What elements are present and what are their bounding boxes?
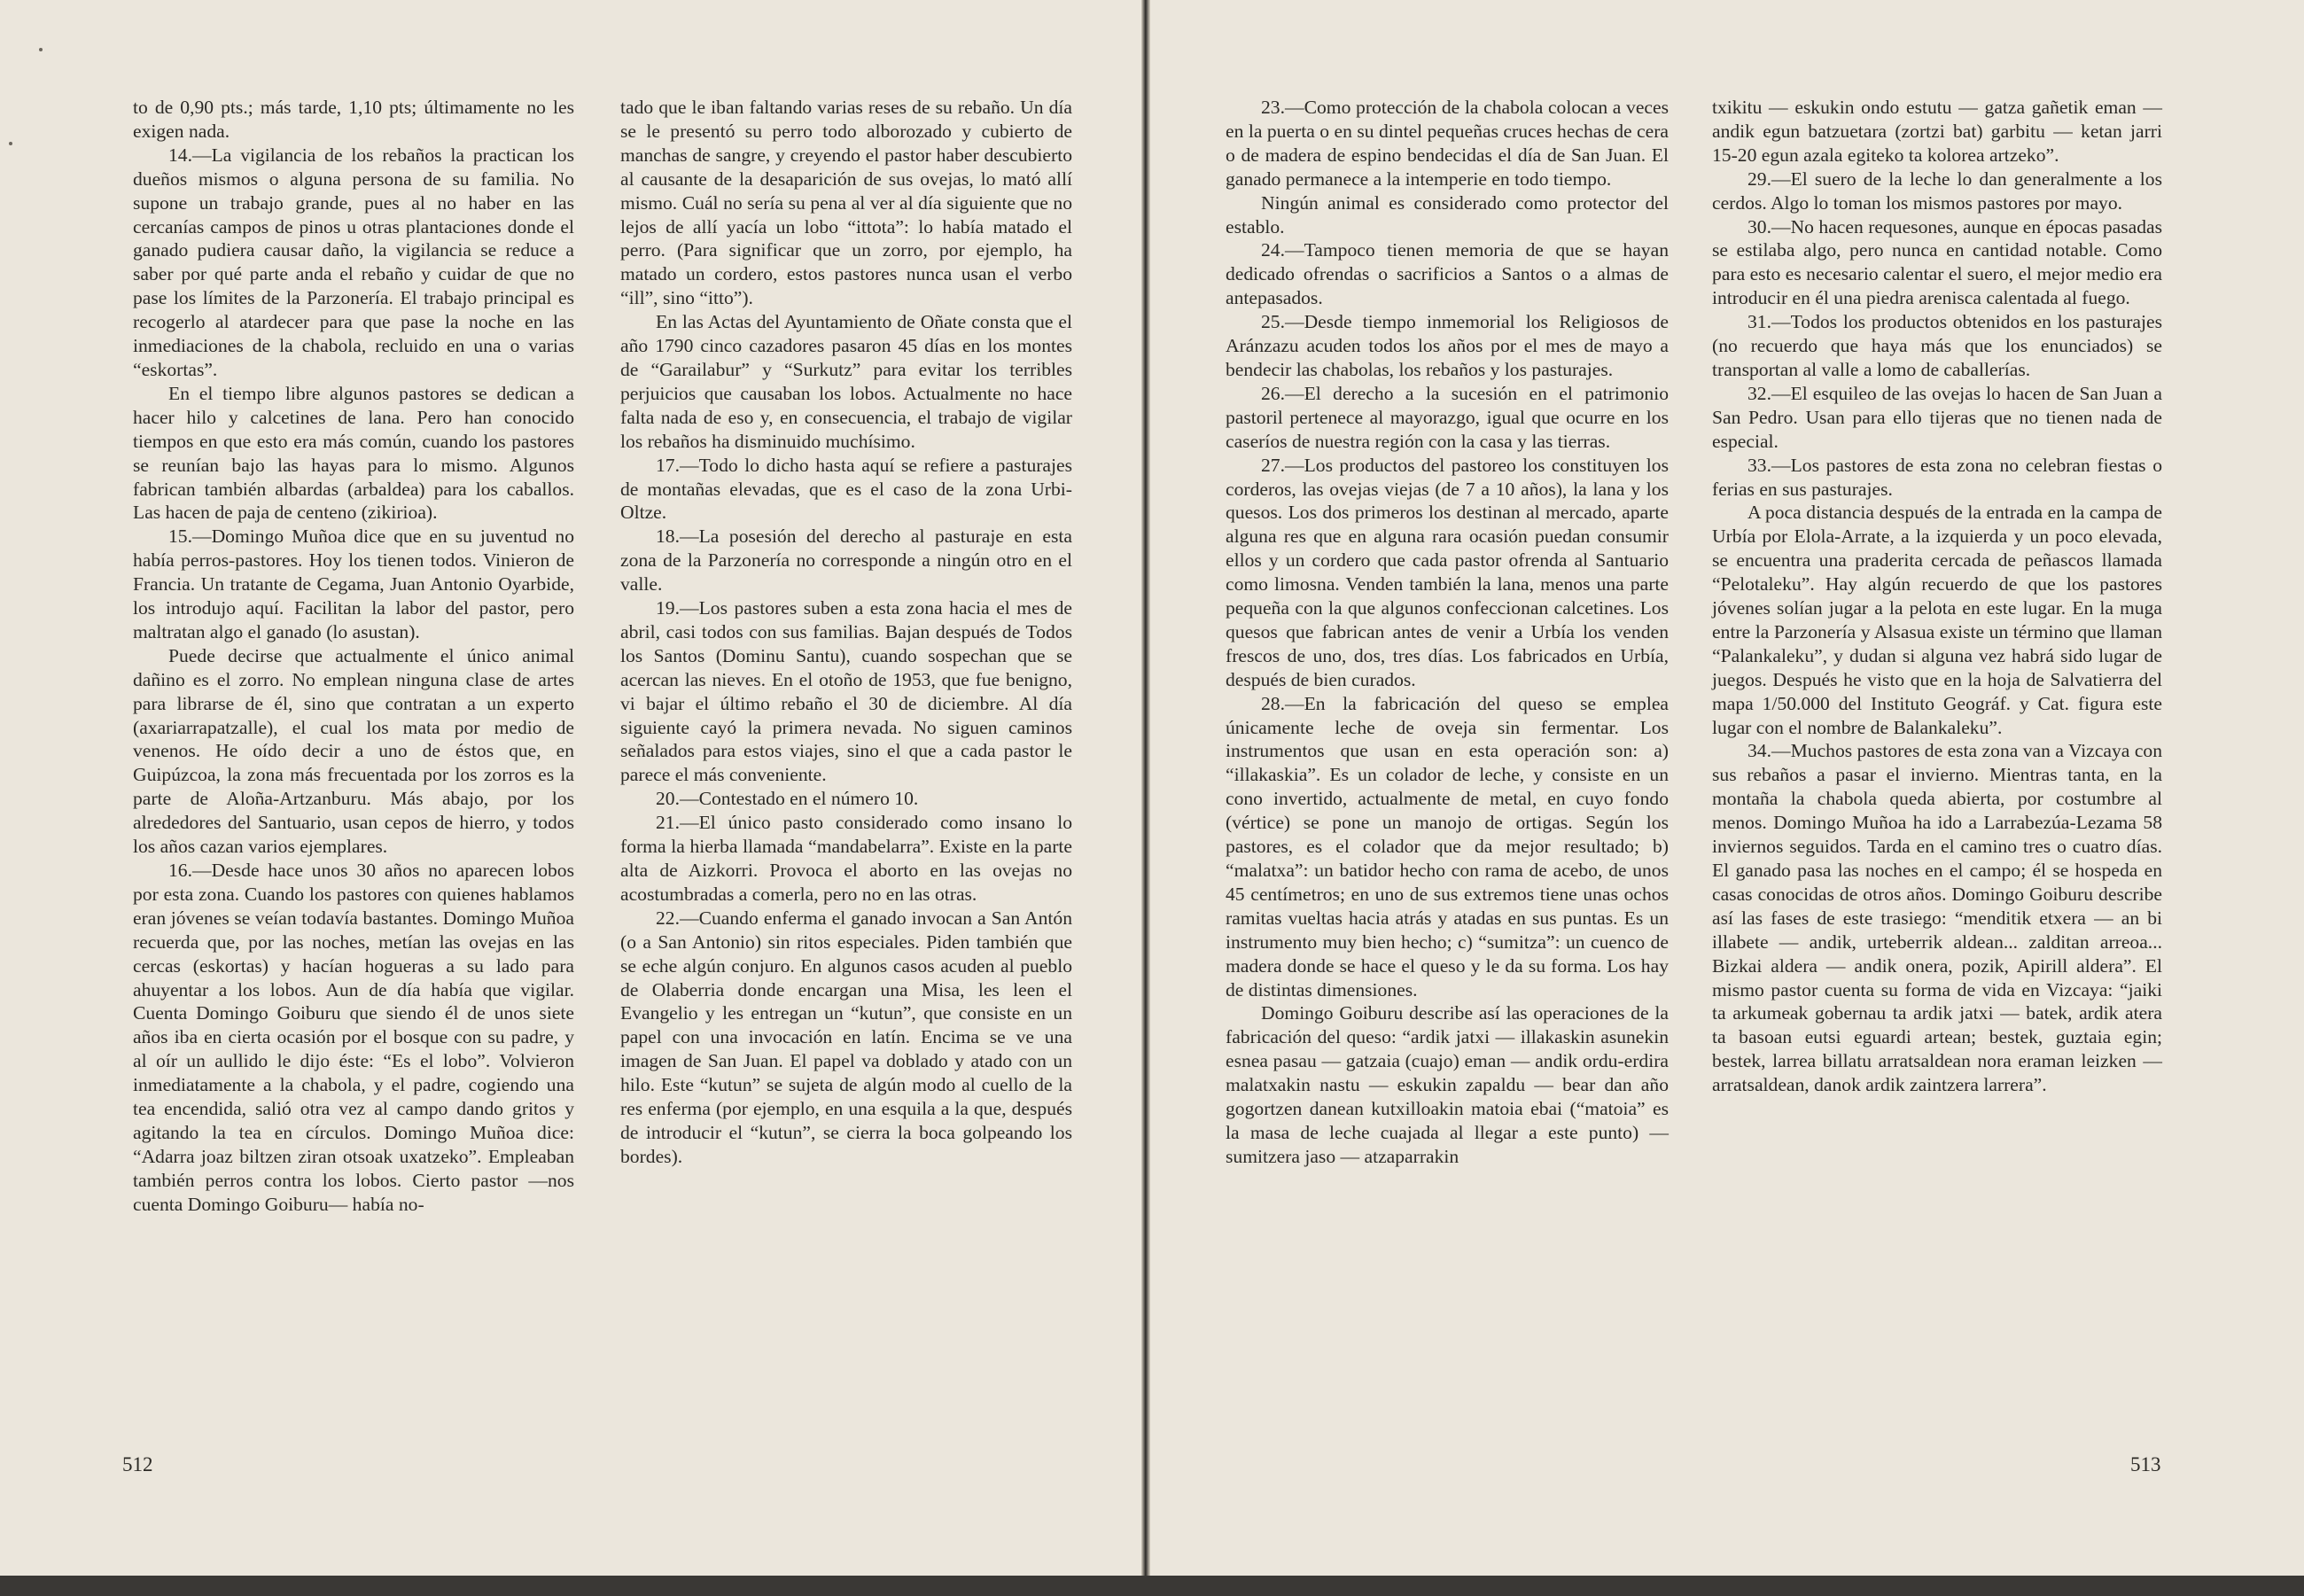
paragraph: tado que le iban faltando varias reses de su rebaño. Un día se le presentó su perro todo alborozado y cubierto de manchas de sangre, y creyendo el pastor haber descubierto al causante de la desaparición de sus ovejas, lo mató allí mismo. Cuál no sería su pena al ver al día siguiente que no lejos de allí yacía un lobo “ittota”: lo había matado el perro. (Para significar que un zorro, por ejemplo, ha matado un cordero, estos pastores nunca usan el verbo “ill”, sino “itto”). bbox=[620, 97, 1072, 309]
left-column-2 bbox=[620, 96, 1072, 1169]
right-column-2 bbox=[1712, 96, 2162, 1097]
paragraph: 20.—Contestado en el número 10. bbox=[656, 788, 919, 810]
paragraph: 30.—No hacen requesones, aunque en épocas pasadas se estilaba algo, pero nunca en cantidad notable. Como para esto es necesario calentar el suero, el mejor medio era introducir en él una piedra arenisca calentada al fuego. bbox=[1712, 215, 2162, 309]
paragraph: 14.—La vigilancia de los rebaños la practican los dueños mismos o alguna persona de su familia. No supone un trabajo grande, pues al no haber en las cercanías campos de pinos u otras plantaciones donde el ganado pudiera causar daño, la vigilancia se reduce a saber por qué parte anda el rebaño y cuidar de que no pase los límites de la Parzonería. El trabajo principal es recogerlo al atardecer para que pase la noche en las inmediaciones de la chabola, recluido en una o varias “eskortas”. bbox=[133, 144, 574, 380]
paragraph: A poca distancia después de la entrada en la campa de Urbía por Elola-Arrate, a la izquierda y un poco elevada, se encuentra una praderita cercada de peñascos llamada “Pelotaleku”. Hay algún recuerdo de que los pastores jóvenes solían jugar a la pelota en este lugar. En la muga entre la Parzonería y Alsasua existe un término que llaman “Palankaleku”, y dudan si alguna vez habrá sido lugar de juegos. Después he visto que en la hoja de Salvatierra del mapa 1/50.000 del Instituto Geográf. y Cat. figura este lugar con el nombre de Balankaleku”. bbox=[1712, 502, 2162, 738]
paragraph: 24.—Tampoco tienen memoria de que se hayan dedicado ofrendas o sacrificios a Santos o a almas de antepasados. bbox=[1226, 239, 1669, 309]
paragraph: 31.—Todos los productos obtenidos en los pasturajes (no recuerdo que haya más que los enunciados) se transportan al valle a lomo de caballerías. bbox=[1712, 311, 2162, 380]
paragraph: Puede decirse que actualmente el único animal dañino es el zorro. No emplean ninguna clase de artes para librarse de él, sino que contratan a un experto (axariarrapatzalle), el cual los mata por medio de venenos. He oído decir a uno de éstos que, en Guipúzcoa, la zona más frecuentada por los zorros es la parte de Aloña-Artzanburu. Más abajo, por los alrededores del Santuario, usan cepos de hierro, y todos los años cazan varios ejemplares. bbox=[133, 644, 574, 858]
left-column-1 bbox=[133, 96, 574, 1217]
paragraph: Domingo Goiburu describe así las operaciones de la fabricación del queso: “ardik jatxi — illakaskin asunekin esnea pasau — gatzaia (cuajo) eman — andik ordu-erdira malatxakin nastu — eskukin zapaldu — bear dan año gogortzen danean kutxilloakin matoia ebai (“matoia” es la masa de leche cuajada al llegar a este punto) — sumitzera jaso — atzaparrakin bbox=[1226, 1002, 1669, 1167]
speck-mark bbox=[39, 48, 43, 51]
paragraph: 33.—Los pastores de esta zona no celebran fiestas o ferias en sus pasturajes. bbox=[1712, 454, 2162, 500]
paragraph: 18.—La posesión del derecho al pasturaje en esta zona de la Parzonería no corresponde a ningún otro en el valle. bbox=[620, 526, 1072, 596]
right-page bbox=[1148, 0, 2304, 1596]
paragraph: 25.—Desde tiempo inmemorial los Religiosos de Aránzazu acuden todos los años por el mes de mayo a bendecir las chabolas, los rebaños y los pasturajes. bbox=[1226, 311, 1669, 380]
paragraph: Ningún animal es considerado como protector del establo. bbox=[1226, 191, 1669, 237]
page-number-left: 512 bbox=[122, 1453, 153, 1475]
paragraph: 17.—Todo lo dicho hasta aquí se refiere a pasturajes de montañas elevadas, que es el caso de la zona Urbi-Oltze. bbox=[620, 454, 1072, 524]
page-bottom-edge bbox=[0, 1576, 2304, 1596]
paragraph: 15.—Domingo Muñoa dice que en su juventud no había perros-pastores. Hoy los tienen todos. Vinieron de Francia. Un tratante de Cegama, Juan Antonio Oyarbide, los introdujo aquí. Facilitan la labor del pastor, pero maltratan algo el ganado (lo asustan). bbox=[133, 526, 574, 642]
paragraph: 27.—Los productos del pastoreo los constituyen los corderos, las ovejas viejas (de 7 a 10 años), la lana y los quesos. Los dos primeros los destinan al mercado, aparte alguna res que en alguna rara ocasión puedan consumir ellos y un cordero que cada pastor ofrenda al Santuario como limosna. Venden también la lana, menos una parte pequeña con la que algunos confeccionan calcetines. Los quesos que fabrican antes de venir a Urbía los venden frescos de uno, dos, tres días. Los fabricados en Urbía, después de bien curados. bbox=[1226, 454, 1669, 690]
paragraph: En el tiempo libre algunos pastores se dedican a hacer hilo y calcetines de lana. Pero han conocido tiempos en que esto era más común, cuando los pastores se reunían bajo las hayas para lo mismo. Algunos fabrican también albardas (arbaldea) para los caballos. Las hacen de paja de centeno (zikirioa). bbox=[133, 382, 574, 524]
paragraph: 21.—El único pasto considerado como insano lo forma la hierba llamada “mandabelarra”. Existe en la parte alta de Aizkorri. Provoca el aborto en las ovejas no acostumbradas a comerla, pero no en las otras. bbox=[620, 812, 1072, 905]
paragraph: En las Actas del Ayuntamiento de Oñate consta que el año 1790 cinco cazadores pasaron 45 días en los montes de “Garailabur” y “Surkutz” para evitar los terribles perjuicios que causaban los lobos. Actualmente no hace falta nada de eso y, en consecuencia, el trabajo de vigilar los rebaños ha disminuido muchísimo. bbox=[620, 311, 1072, 452]
paragraph: to de 0,90 pts.; más tarde, 1,10 pts; últimamente no les exigen nada. bbox=[133, 97, 574, 142]
paragraph: 16.—Desde hace unos 30 años no aparecen lobos por esta zona. Cuando los pastores con quienes hablamos eran jóvenes se veían todavía bastantes. Domingo Muñoa recuerda que, por las noches, metían las ovejas en las cercas (eskortas) y hacían hogueras a su lado para ahuyentar a los lobos. Aun de día había que vigilar. Cuenta Domingo Goiburu que siendo él de unos siete años iba en cierta ocasión por el bosque con su padre, y al oír un aullido le dijo éste: “Es el lobo”. Volvieron inmediatamente a la chabola, y el padre, cogiendo una tea encendida, salió otra vez al campo dando gritos y agitando la tea en círculos. Domingo Muñoa dice: “Adarra joaz biltzen ziran otsoak uxatzeko”. Empleaban también perros contra los lobos. Cierto pastor —nos cuenta Domingo Goiburu— había no- bbox=[133, 860, 574, 1215]
book-gutter bbox=[1141, 0, 1150, 1596]
right-column-1 bbox=[1226, 96, 1669, 1169]
speck-mark bbox=[9, 142, 12, 145]
left-page bbox=[0, 0, 1143, 1596]
page-number-right: 513 bbox=[2130, 1453, 2161, 1475]
paragraph: 23.—Como protección de la chabola colocan a veces en la puerta o en su dintel pequeñas cruces hechas de cera o de madera de espino bendecidas el día de San Juan. El ganado permanece a la intemperie en todo tiempo. bbox=[1226, 97, 1669, 190]
paragraph: 22.—Cuando enferma el ganado invocan a San Antón (o a San Antonio) sin ritos especiales. Piden también que se eche algún conjuro. En algunos casos acuden al pueblo de Olaberria donde encargan una Misa, les leen el Evangelio y les entregan un “kutun”, que consiste en un papel con una invocación en latín. Encima se ve una imagen de San Juan. El papel va doblado y atado con un hilo. Este “kutun” se sujeta de algún modo al cuello de la res enferma (por ejemplo, en una esquila a la que, después de introducir el “kutun”, se cierra la boca golpeando los bordes). bbox=[620, 907, 1072, 1167]
paragraph: txikitu — eskukin ondo estutu — gatza gañetik eman — andik egun batzuetara (zortzi bat) garbitu — ketan jarri 15-20 egun azala egiteko ta kolorea artzeko”. bbox=[1712, 97, 2162, 166]
paragraph: 32.—El esquileo de las ovejas lo hacen de San Juan a San Pedro. Usan para ello tijeras que no tienen nada de especial. bbox=[1712, 382, 2162, 452]
paragraph: 28.—En la fabricación del queso se emplea únicamente leche de oveja sin fermentar. Los instrumentos que usan en esta operación son: a) “illakaskia”. Es un colador de leche, y consiste en un cono invertido, actualmente de metal, en cuyo fondo (vértice) se pone un manojo de ortigas. Según los pastores, es el colador que da mejor resultado; b) “malatxa”: un batidor hecho con rama de acebo, de unos 45 centímetros; en uno de sus extremos tiene unas ochos ramitas vueltas hacia atrás y atadas en sus puntas. Es un instrumento muy bien hecho; c) “sumitza”: un cuenco de madera donde se hace el queso y le da su forma. Los hay de distintas dimensiones. bbox=[1226, 692, 1669, 1000]
paragraph: 26.—El derecho a la sucesión en el patrimonio pastoril pertenece al mayorazgo, igual que ocurre en los caseríos de nuestra región con la casa y las tierras. bbox=[1226, 382, 1669, 452]
paragraph: 29.—El suero de la leche lo dan generalmente a los cerdos. Algo lo toman los mismos pastores por mayo. bbox=[1712, 167, 2162, 214]
paragraph: 34.—Muchos pastores de esta zona van a Vizcaya con sus rebaños a pasar el invierno. Mientras tanta, en la montaña la chabola queda abierta, por costumbre al menos. Domingo Muñoa ha ido a Larrabezúa-Lezama 58 inviernos seguidos. Tarda en el camino tres o cuatro días. El ganado pasa las noches en el campo; él se hospeda en casas conocidas de otros años. Domingo Goiburu describe así las fases de este trasiego: “menditik etxera — an bi illabete — andik, urteberrik aldean... zalditan arreoa... Bizkai aldera — andik onera, pozik, Apirill aldera”. El mismo pastor cuenta su forma de vida en Vizcaya: “jaiki ta arkumeak gobernau ta ardik jatxi — batek, ardik atera ta basoan eutsi eguardi artean; bestek, guztaia egin; bestek, larrea billatu arratsaldean nora eraman leizken — arratsaldean, danok ardik zaintzera larrera”. bbox=[1712, 740, 2162, 1096]
paragraph: 19.—Los pastores suben a esta zona hacia el mes de abril, casi todos con sus familias. Bajan después de Todos los Santos (Dominu Santu), cuando sospechan que se acercan las nieves. En el otoño de 1953, que fue benigno, vi bajar el último rebaño el 30 de diciembre. Al día siguiente cayó la primera nevada. No siguen caminos señalados para estos viajes, sino el que a cada pastor le parece el más conveniente. bbox=[620, 597, 1072, 786]
